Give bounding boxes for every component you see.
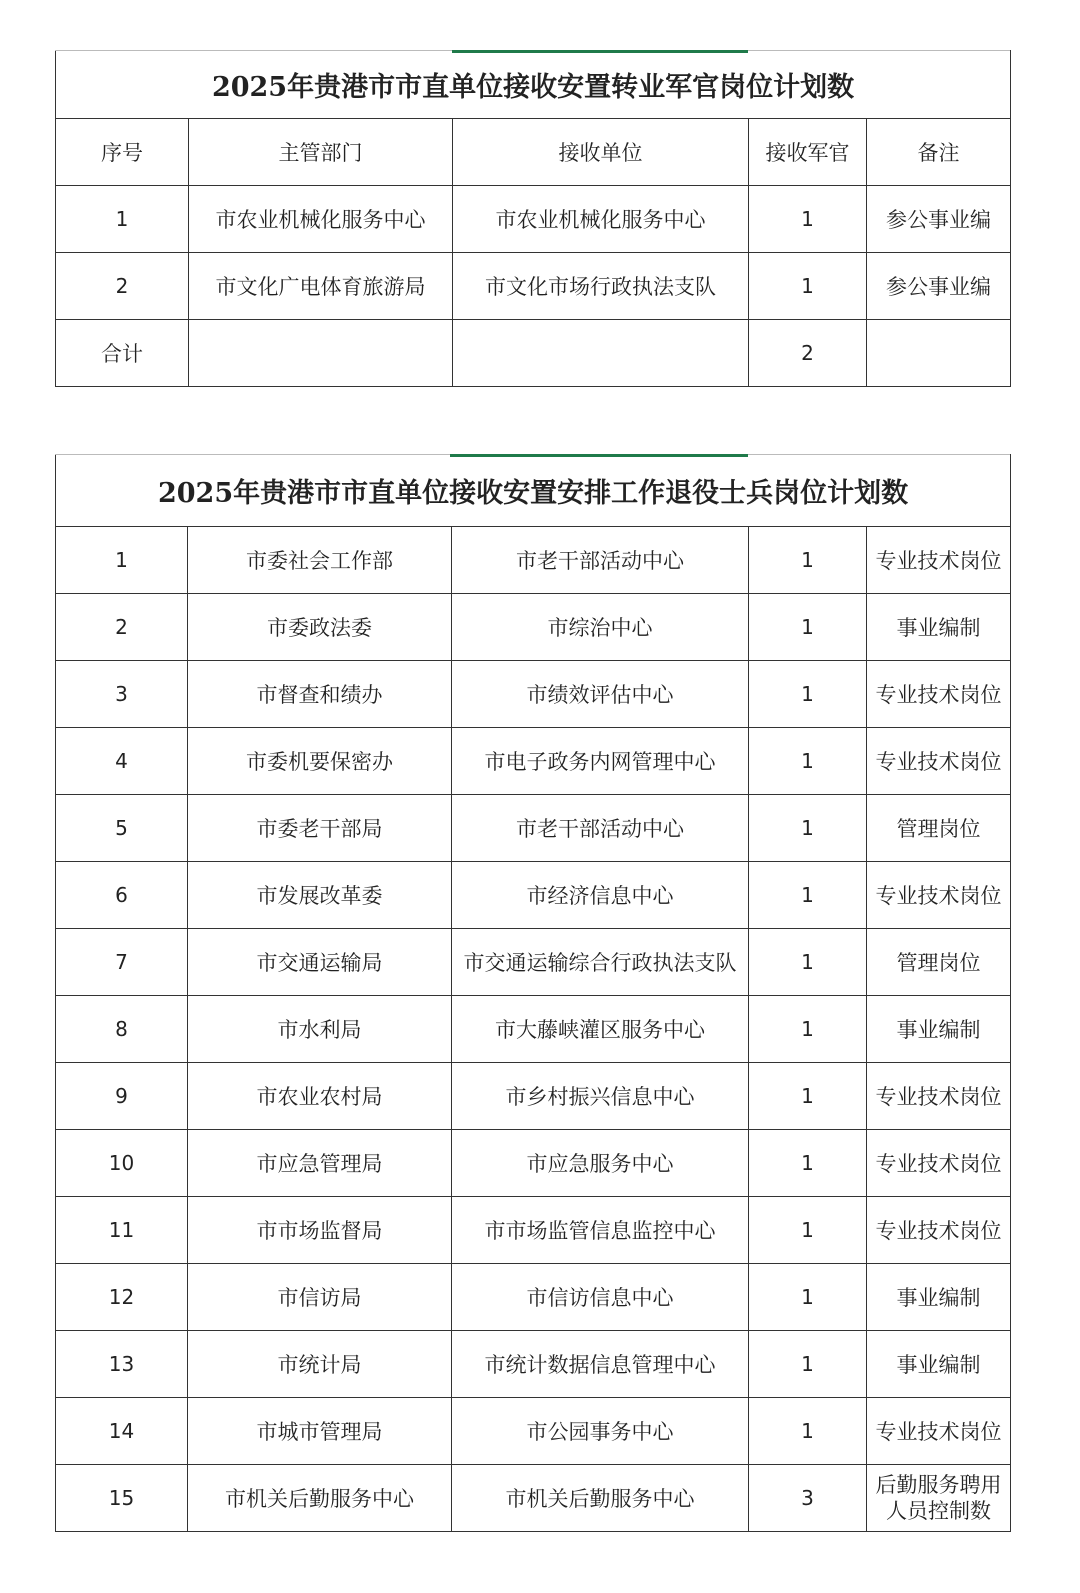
table-row [56,1130,1011,1197]
table-title-row [56,51,1011,119]
cell-receiving-unit: 市大藤峡灌区服务中心 [452,996,749,1063]
cell-index: 7 [56,929,188,996]
cell-remarks: 参公事业编 [867,186,1011,253]
cell-department: 市交通运输局 [188,929,452,996]
cell-count: 1 [749,253,867,320]
cell-department: 市督查和绩办 [188,661,452,728]
cell-remarks: 专业技术岗位 [867,1130,1011,1197]
header-officer-count: 接收军官 [749,119,867,186]
cell-remarks: 事业编制 [867,1264,1011,1331]
total-value: 2 [749,320,867,387]
table-row [56,594,1011,661]
cell-receiving-unit: 市文化市场行政执法支队 [453,253,749,320]
cell-receiving-unit: 市电子政务内网管理中心 [452,728,749,795]
table-row [56,728,1011,795]
sheet-accent-bar [452,50,748,53]
cell-department: 市农业农村局 [188,1063,452,1130]
cell-index: 2 [56,253,189,320]
cell-count: 1 [749,1130,867,1197]
cell-index: 6 [56,862,188,929]
cell-count: 1 [749,1197,867,1264]
cell-receiving-unit: 市综治中心 [452,594,749,661]
cell-index: 9 [56,1063,188,1130]
cell-count: 1 [749,186,867,253]
soldier-plan-table [55,454,1011,1532]
cell-department: 市委机要保密办 [188,728,452,795]
cell-department: 市委社会工作部 [188,527,452,594]
cell-count: 1 [749,1331,867,1398]
soldier-plan-sheet [55,454,1010,1532]
header-remarks: 备注 [867,119,1011,186]
cell-count: 1 [749,1398,867,1465]
table-row [56,253,1011,320]
cell-index: 15 [56,1465,188,1532]
table-row [56,1398,1011,1465]
cell-remarks: 专业技术岗位 [867,1398,1011,1465]
table-row [56,1264,1011,1331]
cell-receiving-unit: 市交通运输综合行政执法支队 [452,929,749,996]
table-row [56,862,1011,929]
cell-remarks: 参公事业编 [867,253,1011,320]
cell-department: 市市场监督局 [188,1197,452,1264]
cell-remarks: 专业技术岗位 [867,1063,1011,1130]
table-row [56,1063,1011,1130]
cell-receiving-unit: 市老干部活动中心 [452,795,749,862]
cell-department: 市统计局 [188,1331,452,1398]
cell-index: 5 [56,795,188,862]
cell-receiving-unit: 市信访信息中心 [452,1264,749,1331]
cell-remarks: 专业技术岗位 [867,527,1011,594]
cell-receiving-unit: 市农业机械化服务中心 [453,186,749,253]
cell-count: 1 [749,728,867,795]
cell-department: 市委老干部局 [188,795,452,862]
total-empty-cell [867,320,1011,387]
cell-index: 13 [56,1331,188,1398]
cell-index: 3 [56,661,188,728]
cell-department: 市信访局 [188,1264,452,1331]
table-row [56,527,1011,594]
cell-receiving-unit: 市老干部活动中心 [452,527,749,594]
total-row [56,320,1011,387]
table-title: 2025年贵港市市直单位接收安置安排工作退役士兵岗位计划数 [56,455,1011,527]
cell-remarks: 管理岗位 [867,929,1011,996]
cell-remarks: 专业技术岗位 [867,728,1011,795]
officer-plan-sheet [55,50,1010,387]
table-row [56,929,1011,996]
sheet-accent-bar [450,454,748,457]
cell-count: 1 [749,996,867,1063]
cell-remarks: 管理岗位 [867,795,1011,862]
table-row [56,996,1011,1063]
header-department: 主管部门 [189,119,453,186]
cell-count: 1 [749,594,867,661]
cell-department: 市水利局 [188,996,452,1063]
cell-department: 市发展改革委 [188,862,452,929]
cell-count: 1 [749,661,867,728]
cell-department: 市文化广电体育旅游局 [189,253,453,320]
cell-remarks: 专业技术岗位 [867,661,1011,728]
cell-count: 1 [749,795,867,862]
cell-index: 11 [56,1197,188,1264]
header-index: 序号 [56,119,189,186]
cell-count: 1 [749,929,867,996]
cell-count: 1 [749,1264,867,1331]
table-row [56,661,1011,728]
cell-remarks: 后勤服务聘用人员控制数 [867,1465,1011,1532]
cell-index: 12 [56,1264,188,1331]
cell-count: 3 [749,1465,867,1532]
cell-receiving-unit: 市应急服务中心 [452,1130,749,1197]
cell-remarks: 专业技术岗位 [867,1197,1011,1264]
cell-receiving-unit: 市统计数据信息管理中心 [452,1331,749,1398]
cell-remarks: 事业编制 [867,996,1011,1063]
cell-index: 1 [56,186,189,253]
cell-count: 1 [749,1063,867,1130]
cell-count: 1 [749,527,867,594]
table-title-row [56,455,1011,527]
total-empty-cell [189,320,453,387]
cell-department: 市应急管理局 [188,1130,452,1197]
cell-index: 8 [56,996,188,1063]
cell-department: 市农业机械化服务中心 [189,186,453,253]
table-row [56,1197,1011,1264]
table-row [56,1331,1011,1398]
total-label: 合计 [56,320,189,387]
total-empty-cell [453,320,749,387]
cell-receiving-unit: 市绩效评估中心 [452,661,749,728]
cell-receiving-unit: 市乡村振兴信息中心 [452,1063,749,1130]
table-row [56,795,1011,862]
cell-index: 4 [56,728,188,795]
table-row [56,186,1011,253]
header-receiving-unit: 接收单位 [453,119,749,186]
cell-department: 市机关后勤服务中心 [188,1465,452,1532]
cell-index: 1 [56,527,188,594]
cell-count: 1 [749,862,867,929]
cell-index: 10 [56,1130,188,1197]
cell-receiving-unit: 市市场监管信息监控中心 [452,1197,749,1264]
cell-receiving-unit: 市公园事务中心 [452,1398,749,1465]
cell-remarks: 事业编制 [867,594,1011,661]
officer-plan-table [55,50,1011,387]
table-header-row [56,119,1011,186]
cell-department: 市委政法委 [188,594,452,661]
cell-index: 14 [56,1398,188,1465]
cell-receiving-unit: 市机关后勤服务中心 [452,1465,749,1532]
cell-remarks: 事业编制 [867,1331,1011,1398]
cell-department: 市城市管理局 [188,1398,452,1465]
cell-index: 2 [56,594,188,661]
cell-receiving-unit: 市经济信息中心 [452,862,749,929]
table-title: 2025年贵港市市直单位接收安置转业军官岗位计划数 [56,51,1011,119]
table-row [56,1465,1011,1532]
cell-remarks: 专业技术岗位 [867,862,1011,929]
